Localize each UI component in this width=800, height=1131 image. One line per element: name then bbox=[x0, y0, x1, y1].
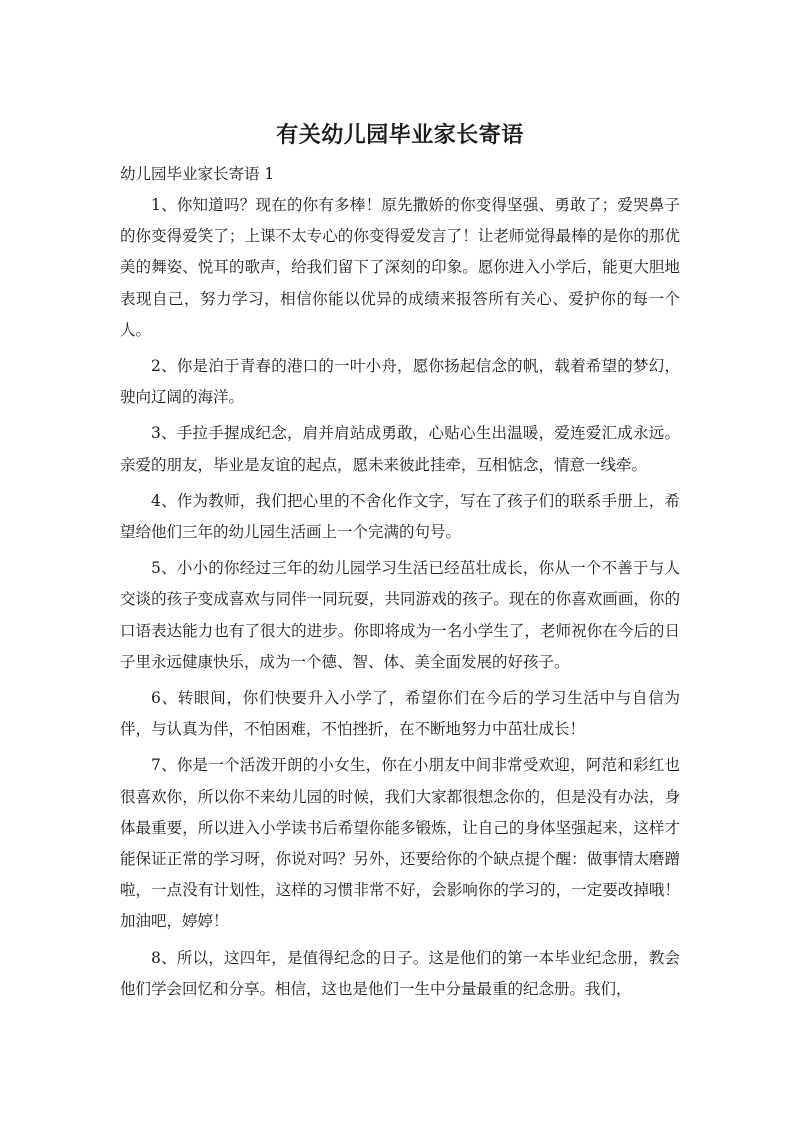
paragraph-1: 1、你知道吗？现在的你有多棒！原先撒娇的你变得坚强、勇敢了；爱哭鼻子的你变得爱笑了；上课不太专心的你变得爱发言了！让老师觉得最棒的是你的那优美的舞姿、悦耳的歌声，给我们留下了深刻的印象。愿你进入小学后，能更大胆地表现自己，努力学习，相信你能以优异的成绩来报答所有关心、爱护你的每一个人。 bbox=[120, 196, 680, 339]
paragraph-6: 6、转眼间，你们快要升入小学了，希望你们在今后的学习生活中与自信为伴，与认真为伴，不怕困难，不怕挫折，在不断地努力中茁壮成长！ bbox=[120, 689, 680, 739]
paragraph-7: 7、你是一个活泼开朗的小女生，你在小朋友中间非常受欢迎，阿范和彩红也很喜欢你，所以你不来幼儿园的时候，我们大家都很想念你的，但是没有办法，身体最重要，所以进入小学读书后希望你能多锻炼，让自己的身体坚强起来，这样才能保证正常的学习呀，你说对吗？另外，还要给你的个缺点提个醒：做事情太磨蹭啦，一点没有计划性，这样的习惯非常不好，会影响你的学习的，一定要改掉哦！加油吧，婷婷！ bbox=[120, 756, 680, 931]
page-title: 有关幼儿园毕业家长寄语 bbox=[276, 123, 524, 148]
section-heading: 幼儿园毕业家长寄语 1 bbox=[120, 165, 275, 183]
paragraph-2: 2、你是泊于青春的港口的一叶小舟，愿你扬起信念的帆，载着希望的梦幻，驶向辽阔的海洋。 bbox=[120, 357, 680, 407]
document-body bbox=[120, 190, 680, 1010]
paragraph-8: 8、所以，这四年，是值得纪念的日子。这是他们的第一本毕业纪念册，教会他们学会回忆和分享。相信，这也是他们一生中分量最重的纪念册。我们， bbox=[120, 948, 680, 998]
paragraph-3: 3、手拉手握成纪念，肩并肩站成勇敢，心贴心生出温暖，爱连爱汇成永远。亲爱的朋友，毕业是友谊的起点，愿未来彼此挂牵，互相惦念，情意一线牵。 bbox=[120, 424, 680, 474]
paragraph-5: 5、小小的你经过三年的幼儿园学习生活已经茁壮成长，你从一个不善于与人交谈的孩子变成喜欢与同伴一同玩耍，共同游戏的孩子。现在的你喜欢画画，你的口语表达能力也有了很大的进步。你即将成为一名小学生了，老师祝你在今后的日子里永远健康快乐，成为一个德、智、体、美全面发展的好孩子。 bbox=[120, 559, 680, 671]
paragraph-4: 4、作为教师，我们把心里的不舍化作文字，写在了孩子们的联系手册上，希望给他们三年的幼儿园生活画上一个完满的句号。 bbox=[120, 491, 680, 542]
